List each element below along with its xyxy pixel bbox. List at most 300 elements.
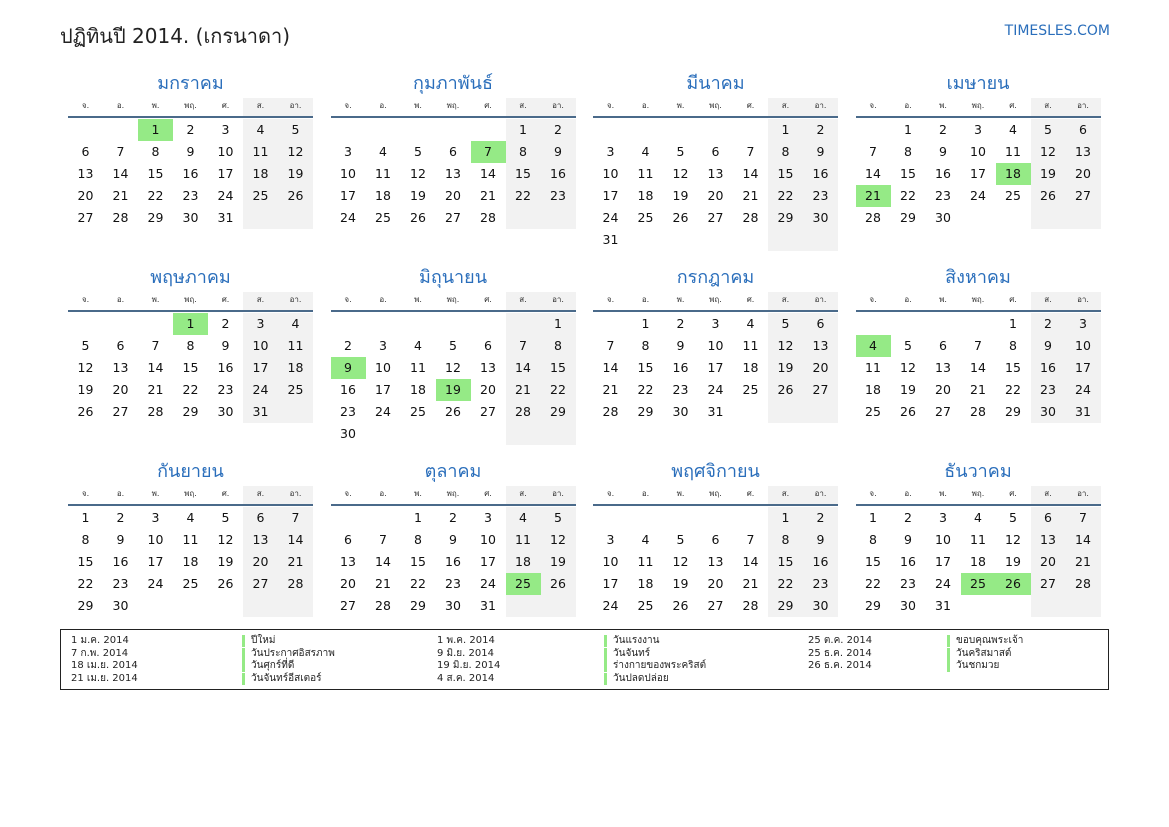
day-cell: 12 [410,166,426,181]
weekday-label: พฤ. [184,295,197,304]
day-cell: 13 [243,529,278,551]
day-cell: 22 [182,382,199,397]
month-title: กันยายน [157,461,224,482]
holiday-name: วันศุกร์ที่ดี [242,660,294,672]
day-cell: 24 [935,576,951,591]
day-cell: 22 [506,185,541,207]
day-cell: 29 [182,404,199,419]
day-cell: 25 [742,382,759,397]
day-cell: 2 [344,338,352,353]
empty-cell [506,423,541,445]
weekday-label: จ. [81,295,90,304]
day-cell: 10 [970,144,986,159]
weekday-label: พฤ. [184,101,197,110]
holiday-name: ร่างกายของพระคริสต์ [604,660,706,672]
day-cell: 13 [112,360,129,375]
day-cell: 29 [900,210,916,225]
day-cell: 3 [243,313,278,335]
day-cell: 6 [711,532,720,547]
month-calendar [593,460,838,654]
holiday-name: วันจันทร์ [604,648,650,660]
day-cell: 15 [1005,360,1021,375]
day-cell: 30 [112,598,129,613]
weekday-label: จ. [869,489,877,498]
empty-cell [506,207,541,229]
day-cell: 8 [904,144,912,159]
empty-cell [331,119,366,141]
day-cell: 17 [707,360,724,375]
day-cell: 21 [602,382,619,397]
day-cell: 22 [541,379,576,401]
weekday-label: อา. [278,486,313,504]
weekday-header [331,98,576,118]
page-title: ปฏิทินปี 2014. (เกรนาดา) [60,24,291,48]
day-cell: 3 [151,510,160,525]
day-cell: 30 [803,207,838,229]
day-cell: 5 [676,144,685,159]
day-cell: 15 [182,360,199,375]
day-cell: 14 [742,166,759,181]
empty-cell [856,313,891,335]
holiday-day: 18 [996,163,1031,185]
holiday-date: 18 เม.ย. 2014 [71,660,138,671]
day-cell: 1 [506,119,541,141]
day-cell: 27 [803,379,838,401]
empty-cell [1066,207,1101,229]
empty-cell [1066,595,1101,617]
weekday-label: อา. [1066,486,1101,504]
day-cell: 15 [865,554,881,569]
day-cell: 22 [768,573,803,595]
day-cell: 23 [1031,379,1066,401]
holiday-name: วันคริสมาสต์ [947,648,1011,660]
weekday-label: ส. [506,98,541,116]
weekday-label: อา. [803,486,838,504]
day-cell: 17 [935,554,951,569]
day-cell: 4 [746,316,755,331]
day-cell: 8 [869,532,877,547]
weekday-header [68,292,313,312]
day-cell: 2 [904,510,912,525]
days-grid [856,506,1101,617]
day-cell: 26 [410,210,426,225]
weekday-label: ศ. [746,101,755,110]
day-cell: 5 [414,144,422,159]
day-cell: 4 [243,119,278,141]
weekday-label: ส. [768,98,803,116]
day-cell: 22 [768,185,803,207]
weekday-label: จ. [344,489,352,498]
holiday-name: วันจันทร์อีสเตอร์ [242,673,322,685]
empty-cell [278,595,313,617]
day-cell: 3 [974,122,982,137]
weekday-label: ศ. [221,295,230,304]
empty-cell [138,595,173,617]
day-cell: 24 [340,210,356,225]
day-cell: 28 [865,210,881,225]
day-cell: 18 [182,554,199,569]
day-cell: 12 [900,360,916,375]
month-title: พฤศจิกายน [671,461,760,482]
days-grid [68,312,313,423]
day-cell: 18 [637,188,654,203]
day-cell: 31 [935,598,951,613]
day-cell: 20 [243,551,278,573]
day-cell: 10 [707,338,724,353]
empty-cell [628,229,663,251]
day-cell: 17 [1066,357,1101,379]
day-cell: 7 [1066,507,1101,529]
day-cell: 11 [278,335,313,357]
day-cell: 27 [340,598,356,613]
day-cell: 30 [445,598,461,613]
day-cell: 26 [672,598,689,613]
empty-cell [698,229,733,251]
weekday-header [68,98,313,118]
day-cell: 8 [506,141,541,163]
day-cell: 3 [606,144,615,159]
day-cell: 14 [865,166,881,181]
holiday-day: 21 [856,185,891,207]
day-cell: 30 [1031,401,1066,423]
day-cell: 29 [637,404,654,419]
day-cell: 22 [1005,382,1021,397]
day-cell: 2 [541,119,576,141]
empty-cell [996,595,1031,617]
weekday-label: ส. [243,98,278,116]
weekday-label: พฤ. [971,101,985,110]
day-cell: 2 [449,510,457,525]
empty-cell [733,507,768,529]
day-cell: 3 [344,144,352,159]
day-cell: 10 [147,532,164,547]
weekday-label: พ. [676,489,685,498]
weekday-label: จ. [869,101,877,110]
month-calendar [68,72,313,266]
weekday-label: พฤ. [709,489,722,498]
weekday-label: พ. [151,295,160,304]
month-calendar [856,72,1101,266]
month-calendar [856,460,1101,654]
day-cell: 8 [414,532,422,547]
day-cell: 10 [602,166,619,181]
empty-cell [68,119,103,141]
day-cell: 10 [1066,335,1101,357]
month-calendar [331,266,576,460]
day-cell: 12 [768,335,803,357]
empty-cell [628,119,663,141]
day-cell: 10 [935,532,951,547]
day-cell: 27 [707,598,724,613]
weekday-label: อา. [541,98,576,116]
day-cell: 26 [900,404,916,419]
empty-cell [541,207,576,229]
day-cell: 14 [278,529,313,551]
day-cell: 6 [711,144,720,159]
empty-cell [891,313,926,335]
weekday-label: ส. [1031,98,1066,116]
weekday-label: อ. [641,295,650,304]
holiday-day: 1 [138,119,173,141]
day-cell: 23 [340,404,356,419]
day-cell: 21 [1066,551,1101,573]
day-cell: 19 [410,188,426,203]
day-cell: 18 [278,357,313,379]
day-cell: 26 [217,576,234,591]
day-cell: 26 [1031,185,1066,207]
month-title: เมษายน [946,73,1010,94]
day-cell: 9 [1031,335,1066,357]
day-cell: 2 [1031,313,1066,335]
empty-cell [961,595,996,617]
weekday-label: ส. [243,292,278,310]
empty-cell [663,507,698,529]
day-cell: 6 [939,338,947,353]
day-cell: 18 [375,188,391,203]
day-cell: 19 [672,188,689,203]
weekday-label: ส. [506,486,541,504]
day-cell: 5 [278,119,313,141]
day-cell: 14 [147,360,164,375]
empty-cell [331,507,366,529]
day-cell: 19 [217,554,234,569]
day-cell: 16 [340,382,356,397]
day-cell: 15 [147,166,164,181]
day-cell: 7 [869,144,877,159]
holiday-date: 26 ธ.ค. 2014 [808,660,872,671]
day-cell: 12 [672,554,689,569]
day-cell: 8 [768,529,803,551]
weekday-label: อา. [1066,292,1101,310]
day-cell: 25 [375,210,391,225]
day-cell: 8 [768,141,803,163]
empty-cell [541,595,576,617]
day-cell: 8 [81,532,90,547]
day-cell: 11 [637,554,654,569]
empty-cell [733,229,768,251]
weekday-header [331,292,576,312]
day-cell: 25 [243,185,278,207]
month-calendar [68,460,313,654]
day-cell: 29 [147,210,164,225]
weekday-label: อา. [278,292,313,310]
day-cell: 7 [379,532,387,547]
weekday-label: อา. [1066,98,1101,116]
empty-cell [103,119,138,141]
month-title: กรกฎาคม [676,267,755,288]
day-cell: 28 [375,598,391,613]
day-cell: 9 [221,338,230,353]
day-cell: 25 [182,576,199,591]
weekday-label: อา. [803,98,838,116]
day-cell: 3 [379,338,387,353]
weekday-label: อ. [379,101,387,110]
day-cell: 8 [186,338,195,353]
day-cell: 23 [217,382,234,397]
day-cell: 25 [637,210,654,225]
day-cell: 9 [803,529,838,551]
day-cell: 18 [742,360,759,375]
day-cell: 30 [672,404,689,419]
day-cell: 9 [116,532,125,547]
weekday-header [593,292,838,312]
days-grid [331,118,576,229]
empty-cell [471,313,506,335]
day-cell: 17 [147,554,164,569]
holiday-name: วันปลดปล่อย [604,673,669,685]
weekday-label: ส. [243,486,278,504]
day-cell: 13 [340,554,356,569]
weekday-label: อ. [379,295,387,304]
holiday-day: 9 [331,357,366,379]
month-title: มกราคม [157,73,224,94]
day-cell: 26 [672,210,689,225]
day-cell: 6 [116,338,125,353]
day-cell: 18 [865,382,881,397]
day-cell: 29 [1005,404,1021,419]
day-cell: 17 [243,357,278,379]
day-cell: 30 [182,210,199,225]
day-cell: 26 [445,404,461,419]
day-cell: 20 [707,576,724,591]
empty-cell [803,401,838,423]
weekday-label: จ. [81,101,90,110]
day-cell: 22 [410,576,426,591]
day-cell: 9 [676,338,685,353]
day-cell: 5 [1031,119,1066,141]
day-cell: 18 [243,163,278,185]
day-cell: 1 [768,507,803,529]
weekday-label: อ. [904,295,912,304]
day-cell: 21 [147,382,164,397]
days-grid [68,118,313,229]
day-cell: 27 [935,404,951,419]
day-cell: 11 [243,141,278,163]
day-cell: 30 [217,404,234,419]
weekday-header [856,98,1101,118]
site-link[interactable]: TIMESLES.COM [1004,23,1110,39]
day-cell: 14 [112,166,129,181]
day-cell: 15 [768,551,803,573]
day-cell: 17 [217,166,234,181]
holiday-name: ปีใหม่ [242,635,275,647]
holiday-name: วันแรงงาน [604,635,659,647]
days-grid [856,312,1101,423]
day-cell: 17 [375,382,391,397]
day-cell: 16 [1031,357,1066,379]
day-cell: 30 [935,210,951,225]
day-cell: 18 [410,382,426,397]
empty-cell [366,313,401,335]
day-cell: 21 [742,576,759,591]
empty-cell [506,313,541,335]
day-cell: 14 [1066,529,1101,551]
day-cell: 28 [742,598,759,613]
empty-cell [663,229,698,251]
day-cell: 29 [77,598,94,613]
day-cell: 18 [506,551,541,573]
empty-cell [278,401,313,423]
day-cell: 2 [676,316,685,331]
day-cell: 29 [768,595,803,617]
weekday-label: พ. [676,101,685,110]
empty-cell [593,313,628,335]
weekday-label: ศ. [746,489,755,498]
day-cell: 24 [602,598,619,613]
days-grid [68,506,313,617]
day-cell: 24 [602,210,619,225]
day-cell: 21 [112,188,129,203]
day-cell: 25 [637,598,654,613]
empty-cell [961,207,996,229]
day-cell: 9 [449,532,457,547]
empty-cell [401,423,436,445]
weekday-label: ส. [1031,292,1066,310]
day-cell: 3 [1066,313,1101,335]
weekday-label: อ. [116,489,125,498]
day-cell: 14 [602,360,619,375]
day-cell: 1 [768,119,803,141]
weekday-label: จ. [344,295,352,304]
day-cell: 5 [221,510,230,525]
day-cell: 9 [803,141,838,163]
day-cell: 28 [147,404,164,419]
day-cell: 13 [803,335,838,357]
day-cell: 24 [480,576,496,591]
day-cell: 24 [217,188,234,203]
weekday-label: พฤ. [971,295,985,304]
weekday-label: พฤ. [709,101,722,110]
day-cell: 31 [707,404,724,419]
day-cell: 30 [340,426,356,441]
days-grid [593,506,838,617]
weekday-label: จ. [606,295,615,304]
holiday-day: 26 [996,573,1031,595]
day-cell: 13 [77,166,94,181]
holiday-day: 25 [961,573,996,595]
day-cell: 9 [541,141,576,163]
day-cell: 14 [375,554,391,569]
day-cell: 26 [77,404,94,419]
holiday-date: 25 ต.ค. 2014 [808,635,873,646]
holiday-day: 1 [173,313,208,335]
day-cell: 15 [900,166,916,181]
day-cell: 4 [974,510,982,525]
day-cell: 9 [904,532,912,547]
empty-cell [138,313,173,335]
day-cell: 18 [970,554,986,569]
day-cell: 2 [221,316,230,331]
empty-cell [698,119,733,141]
empty-cell [103,313,138,335]
day-cell: 6 [484,338,492,353]
weekday-label: อา. [278,98,313,116]
day-cell: 16 [935,166,951,181]
day-cell: 24 [1066,379,1101,401]
day-cell: 10 [243,335,278,357]
weekday-label: จ. [869,295,877,304]
empty-cell [366,119,401,141]
day-cell: 28 [602,404,619,419]
weekday-label: พ. [939,295,947,304]
day-cell: 5 [81,338,90,353]
day-cell: 10 [340,166,356,181]
day-cell: 27 [707,210,724,225]
holiday-date: 25 ธ.ค. 2014 [808,647,872,659]
day-cell: 20 [112,382,129,397]
day-cell: 27 [243,573,278,595]
day-cell: 16 [182,166,199,181]
